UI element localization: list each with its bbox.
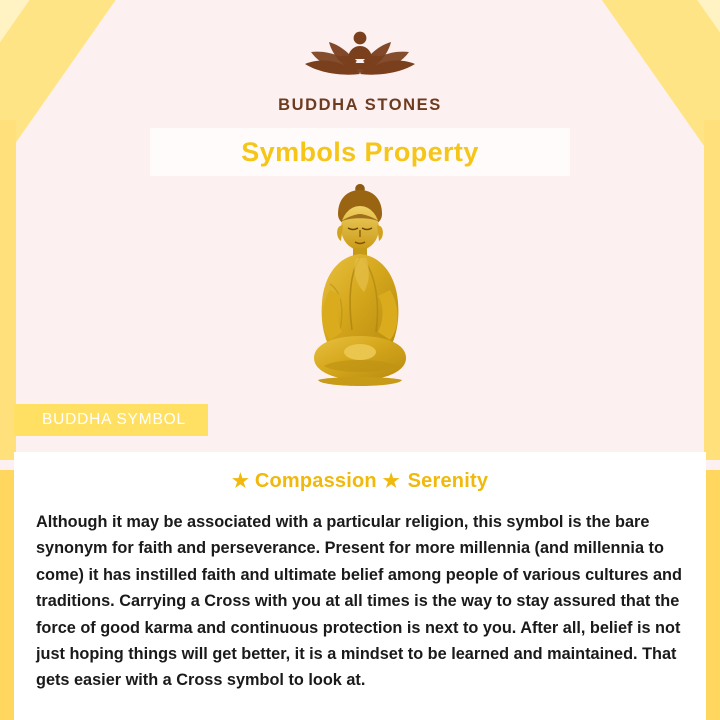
page-title [150, 128, 570, 176]
side-block-left [0, 470, 14, 720]
star-icon-2: ★ [382, 471, 400, 492]
status-badge [14, 404, 208, 436]
headline-word-two: Serenity [407, 470, 489, 492]
headline-word-one: Compassion [254, 470, 377, 492]
side-block-right [706, 470, 720, 720]
seated-buddha-statue-icon [260, 180, 460, 408]
star-icon: ★ [231, 471, 250, 492]
symbol-tag-label: BUDDHA SYMBOL [42, 411, 186, 428]
lotus-meditation-icon [275, 24, 445, 86]
brand-logo [0, 24, 720, 115]
brand-name: BUDDHA STONES [278, 96, 442, 114]
description-text: Although it may be associated with a particular religion, this symbol is the bare synonym for faith and perseverance. Present for more millennia (and millennia to come) it has instilled faith and ultimate belief among people of various cultures and traditions. Carrying a Cross with you at all times is the way to stay assured that the force of good karma and continuous protection is next to you. After all, belief is not just hoping things will get better, it is a mindset to be learned and maintained. That gets easier with a Cross symbol to look at. [36, 513, 682, 690]
headline [36, 470, 684, 493]
illustration [0, 180, 720, 410]
description-panel [14, 452, 706, 720]
page-title-text: Symbols Property [241, 136, 479, 167]
